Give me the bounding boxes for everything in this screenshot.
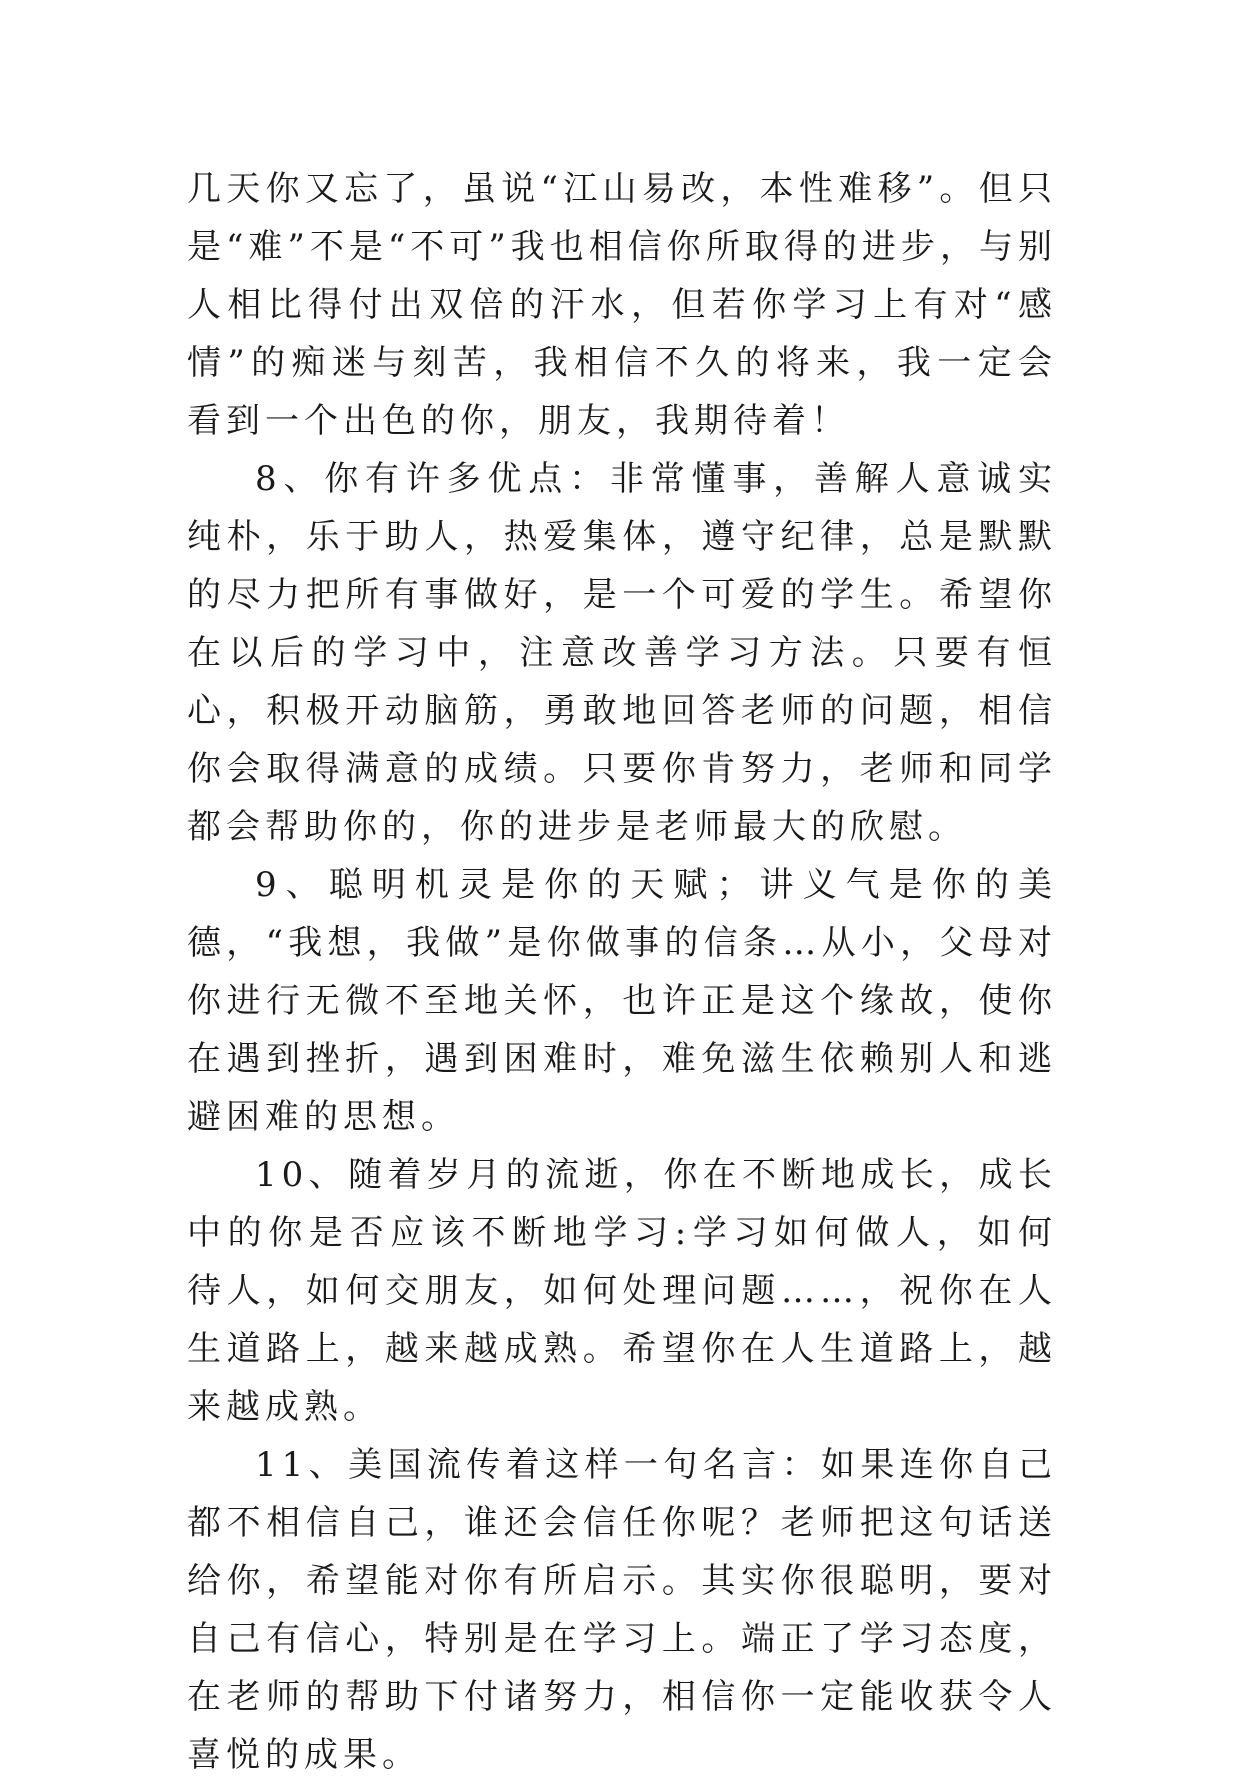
- paragraph-item-8: 8、你有许多优点：非常懂事，善解人意诚实纯朴，乐于助人，热爱集体，遵守纪律，总是默默的尽力把所有事做好，是一个可爱的学生。希望你在以后的学习中，注意改善学习方法。只要有恒心，积极开动脑筋，勇敢地回答老师的问题，相信你会取得满意的成绩。只要你肯努力，老师和同学都会帮助你的，你的进步是老师最大的欣慰。: [187, 459, 1057, 847]
- document-body: [187, 160, 1057, 1784]
- paragraph-item-9: 9、聪明机灵是你的天赋；讲义气是你的美德，“我想，我做”是你做事的信条…从小，父母对你进行无微不至地关怀，也许正是这个缘故，使你在遇到挫折，遇到困难时，难免滋生依赖别人和逃避困难的思想。: [187, 865, 1057, 1137]
- paragraph-item-10: 10、随着岁月的流逝，你在不断地成长，成长中的你是否应该不断地学习:学习如何做人，如何待人，如何交朋友，如何处理问题……，祝你在人生道路上，越来越成熟。希望你在人生道路上，越来越成熟。: [187, 1155, 1057, 1427]
- paragraph-continued: 几天你又忘了，虽说“江山易改，本性难移”。但只是“难”不是“不可”我也相信你所取得的进步，与别人相比得付出双倍的汗水，但若你学习上有对“感情”的痴迷与刻苦，我相信不久的将来，我一定会看到一个出色的你，朋友，我期待着！: [187, 169, 1057, 441]
- paragraph-item-11: 11、美国流传着这样一句名言：如果连你自己都不相信自己，谁还会信任你呢？老师把这句话送给你，希望能对你有所启示。其实你很聪明，要对自己有信心，特别是在学习上。端正了学习态度，在老师的帮助下付诸努力，相信你一定能收获令人喜悦的成果。: [187, 1445, 1057, 1775]
